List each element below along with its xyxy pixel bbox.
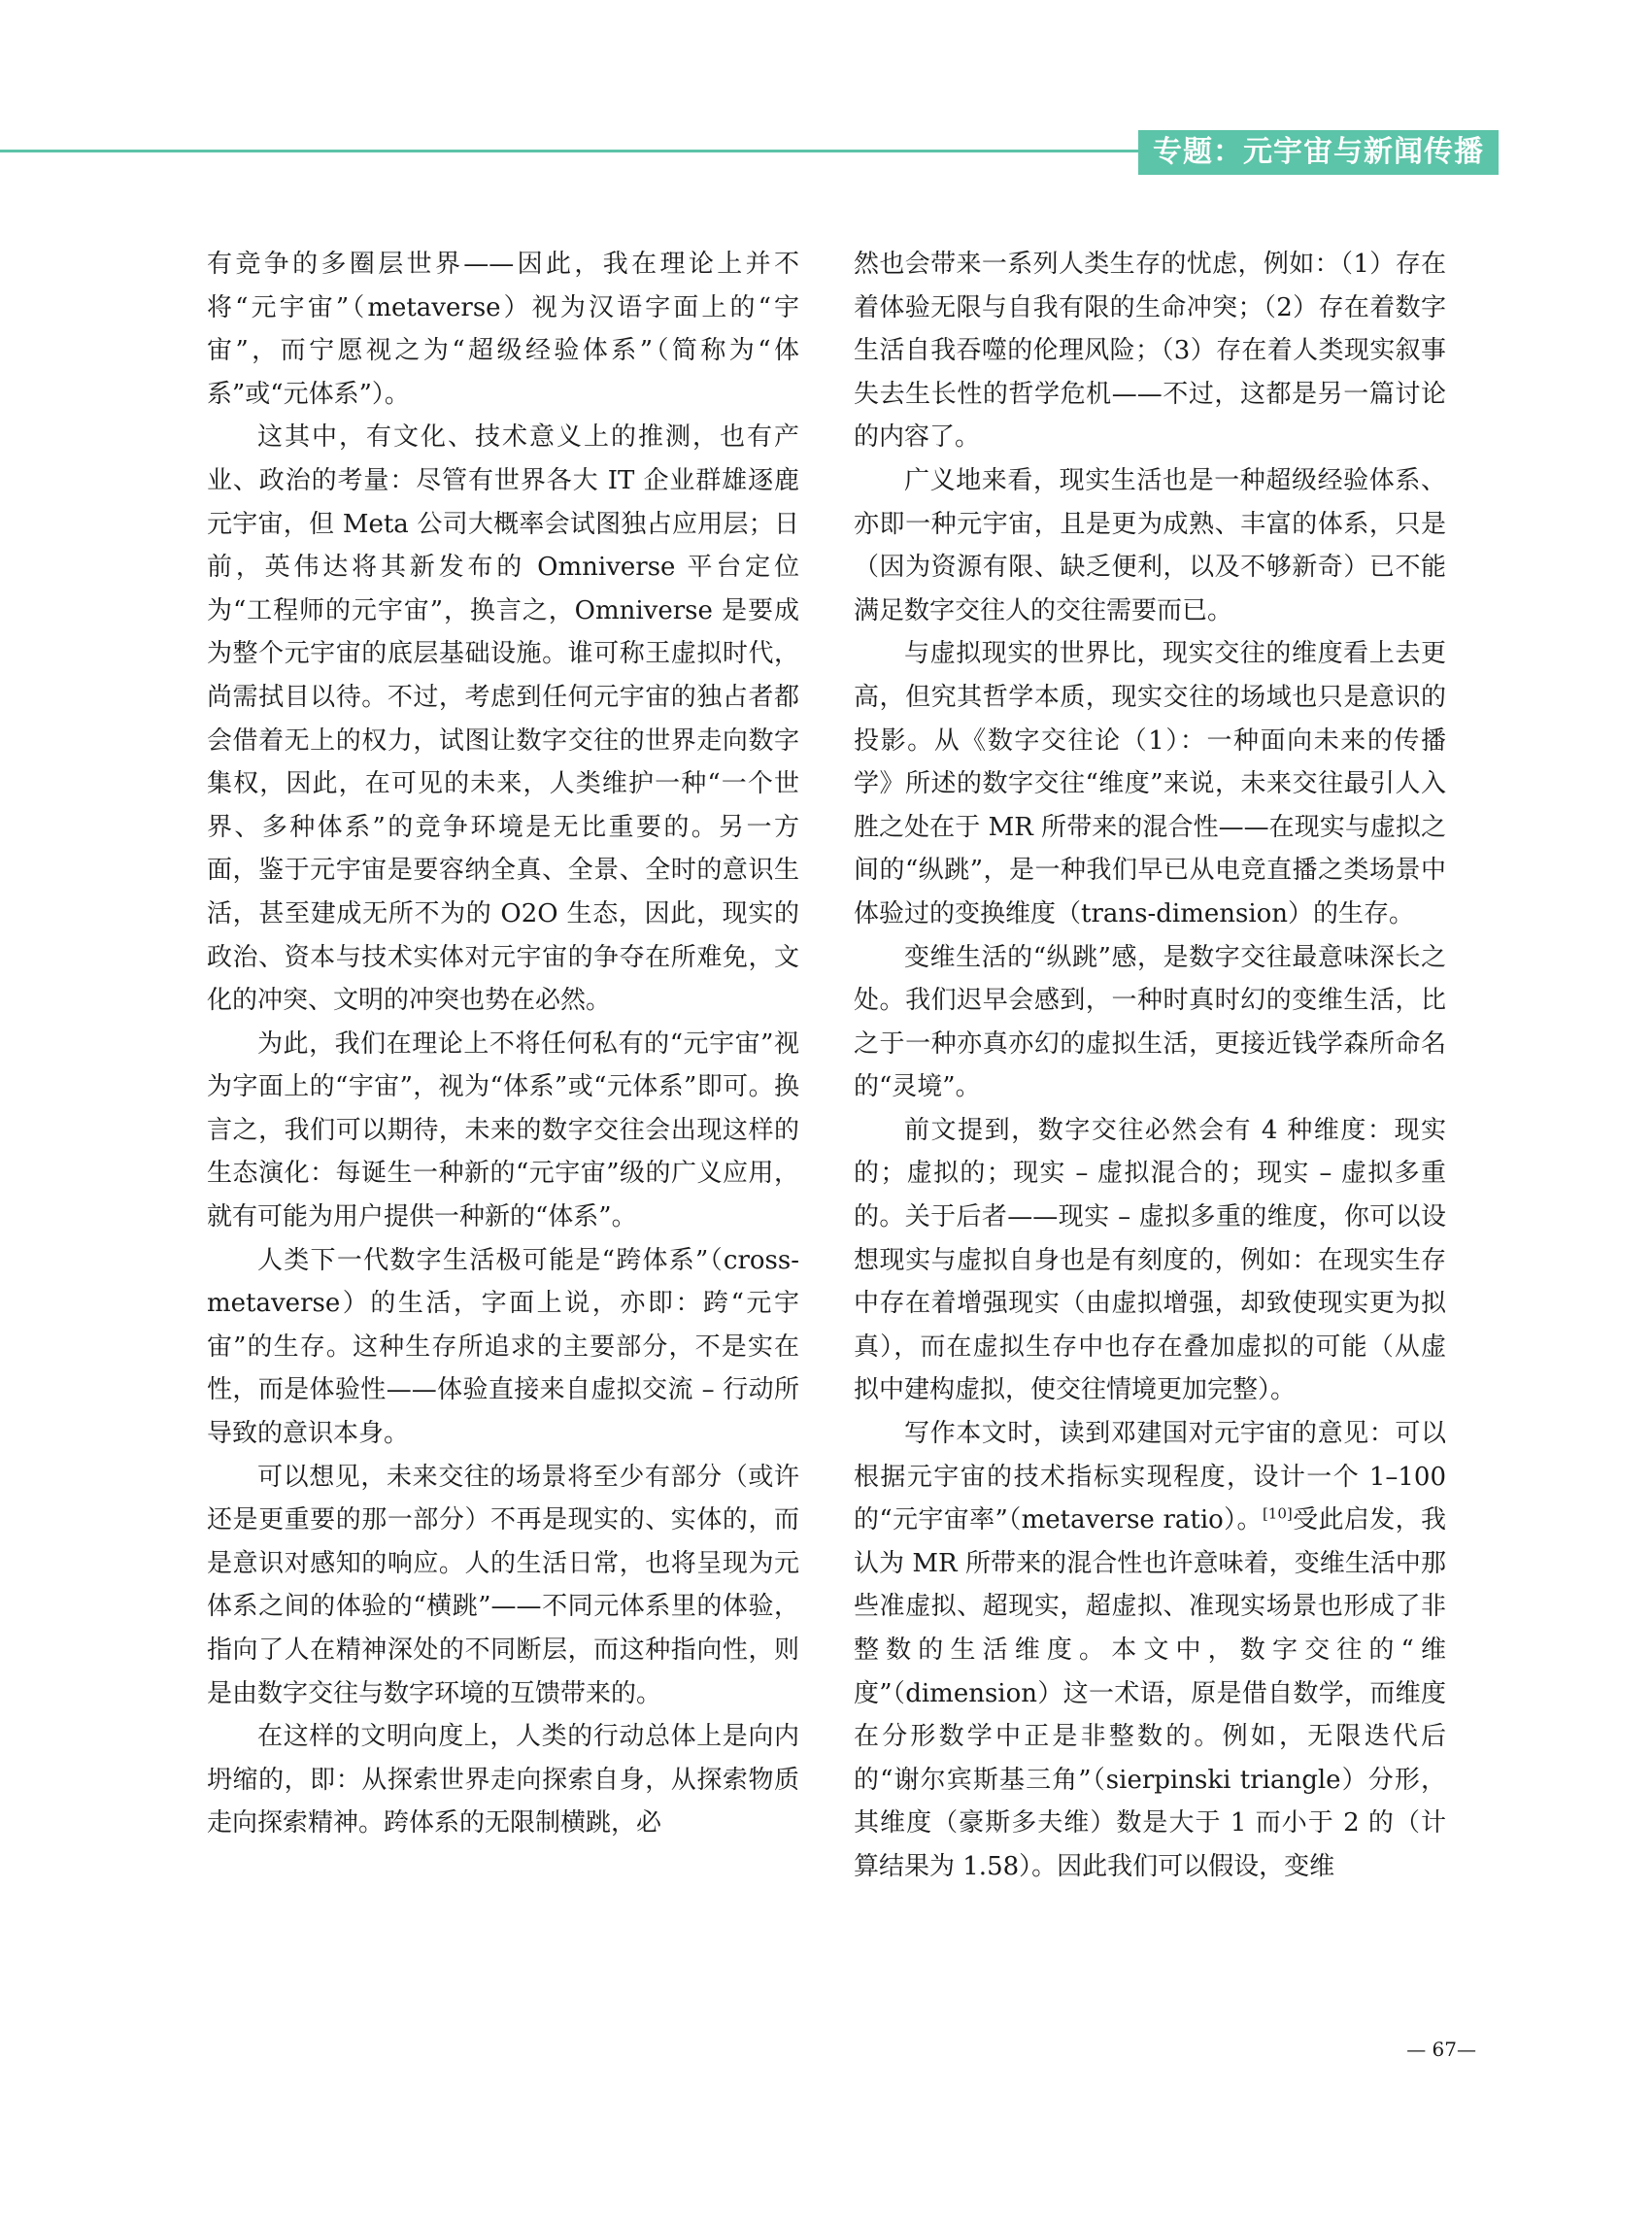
paragraph: 广义地来看，现实生活也是一种超级经验体系、亦即一种元宇宙，且是更为成熟、丰富的体系，只是（因为资源有限、缺乏便利，以及不够新奇）已不能满足数字交往人的交往需要而已。 <box>854 465 1446 625</box>
citation-marker[interactable]: [10] <box>1262 1504 1293 1523</box>
left-column <box>207 243 799 1845</box>
paragraph: 与虚拟现实的世界比，现实交往的维度看上去更高，但究其哲学本质，现实交往的场域也只是意识的投影。从《数字交往论（1）：一种面向未来的传播学》所述的数字交往“维度”来说，未来交往最引人入胜之处在于 MR 所带来的混合性——在现实与虚拟之间的“纵跳”，是一种我们早已从电竞直播之类场景中体验过的变换维度（trans-dimension）的生存。 <box>854 639 1446 928</box>
paragraph-text: 写作本文时，读到邓建国对元宇宙的意见：可以根据元宇宙的技术指标实现程度，设计一个 1–100 的“元宇宙率”（metaverse ratio）。 <box>854 1419 1446 1535</box>
paragraph-text: 受此启发，我认为 MR 所带来的混合性也许意味着，变维生活中那些准虚拟、超现实，超虚拟、准现实场景也形成了非整数的生活维度。本文中，数字交往的“维度”（dimension）这一术语，原是借自数学，而维度在分形数学中正是非整数的。例如，无限迭代后的“谢尔宾斯基三角”（sierpinski triangle）分形，其维度（豪斯多夫维）数是大于 1 而小于 2 的（计算结果为 1.58）。因此我们可以假设，变维 <box>854 1505 1446 1881</box>
page-number: — 67— <box>1406 2038 1476 2061</box>
right-column <box>854 243 1446 1889</box>
paragraph: 在这样的文明向度上，人类的行动总体上是向内坍缩的，即：从探索世界走向探索自身，从探索物质走向探索精神。跨体系的无限制横跳，必 <box>207 1722 799 1838</box>
paragraph: 变维生活的“纵跳”感，是数字交往最意味深长之处。我们迟早会感到，一种时真时幻的变维生活，比之于一种亦真亦幻的虚拟生活，更接近钱学森所命名的“灵境”。 <box>854 942 1446 1102</box>
paragraph: 可以想见，未来交往的场景将至少有部分（或许还是更重要的那一部分）不再是现实的、实体的，而是意识对感知的响应。人的生活日常，也将呈现为元体系之间的体验的“横跳”——不同元体系里的体验，指向了人在精神深处的不同断层，而这种指向性，则是由数字交往与数字环境的互馈带来的。 <box>207 1462 799 1708</box>
paragraph: 人类下一代数字生活极可能是“跨体系”（cross-metaverse）的生活，字面上说，亦即：跨“元宇宙”的生存。这种生存所追求的主要部分，不是实在性，而是体验性——体验直接来自虚拟交流 – 行动所导致的意识本身。 <box>207 1245 799 1449</box>
paragraph: 为此，我们在理论上不将任何私有的“元宇宙”视为字面上的“宇宙”，视为“体系”或“元体系”即可。换言之，我们可以期待，未来的数字交往会出现这样的生态演化：每诞生一种新的“元宇宙”级的广义应用，就有可能为用户提供一种新的“体系”。 <box>207 1029 799 1232</box>
paragraph: 这其中，有文化、技术意义上的推测，也有产业、政治的考量：尽管有世界各大 IT 企业群雄逐鹿元宇宙，但 Meta 公司大概率会试图独占应用层；日前，英伟达将其新发布的 Omniverse 平台定位为“工程师的元宇宙”，换言之，Omniverse 是要成为整个元宇宙的底层基础设施。谁可称王虚拟时代，尚需拭目以待。不过，考虑到任何元宇宙的独占者都会借着无上的权力，试图让数字交往的世界走向数字集权，因此，在可见的未来，人类维护一种“一个世界、多种体系”的竞争环境是无比重要的。另一方面，鉴于元宇宙是要容纳全真、全景、全时的意识生活，甚至建成无所不为的 O2O 生态，因此，现实的政治、资本与技术实体对元宇宙的争夺在所难免，文化的冲突、文明的冲突也势在必然。 <box>207 422 799 1016</box>
paragraph-with-citation <box>854 1412 1446 1889</box>
paragraph: 然也会带来一系列人类生存的忧虑，例如：（1）存在着体验无限与自我有限的生命冲突；（2）存在着数字生活自我吞噬的伦理风险；（3）存在着人类现实叙事失去生长性的哲学危机——不过，这都是另一篇讨论的内容了。 <box>854 250 1446 453</box>
header-rule <box>0 150 1156 152</box>
paragraph: 前文提到，数字交往必然会有 4 种维度：现实的；虚拟的；现实 – 虚拟混合的；现实 – 虚拟多重的。关于后者——现实 – 虚拟多重的维度，你可以设想现实与虚拟自身也是有刻度的，例如：在现实生存中存在着增强现实（由虚拟增强，却致使现实更为拟真），而在虚拟生存中也存在叠加虚拟的可能（从虚拟中建构虚拟，使交往情境更加完整）。 <box>854 1115 1446 1405</box>
paragraph: 有竞争的多圈层世界——因此，我在理论上并不将“元宇宙”（metaverse）视为汉语字面上的“宇宙”，而宁愿视之为“超级经验体系”（简称为“体系”或“元体系”）。 <box>207 250 799 409</box>
section-title: 专题：元宇宙与新闻传播 <box>1138 130 1499 175</box>
